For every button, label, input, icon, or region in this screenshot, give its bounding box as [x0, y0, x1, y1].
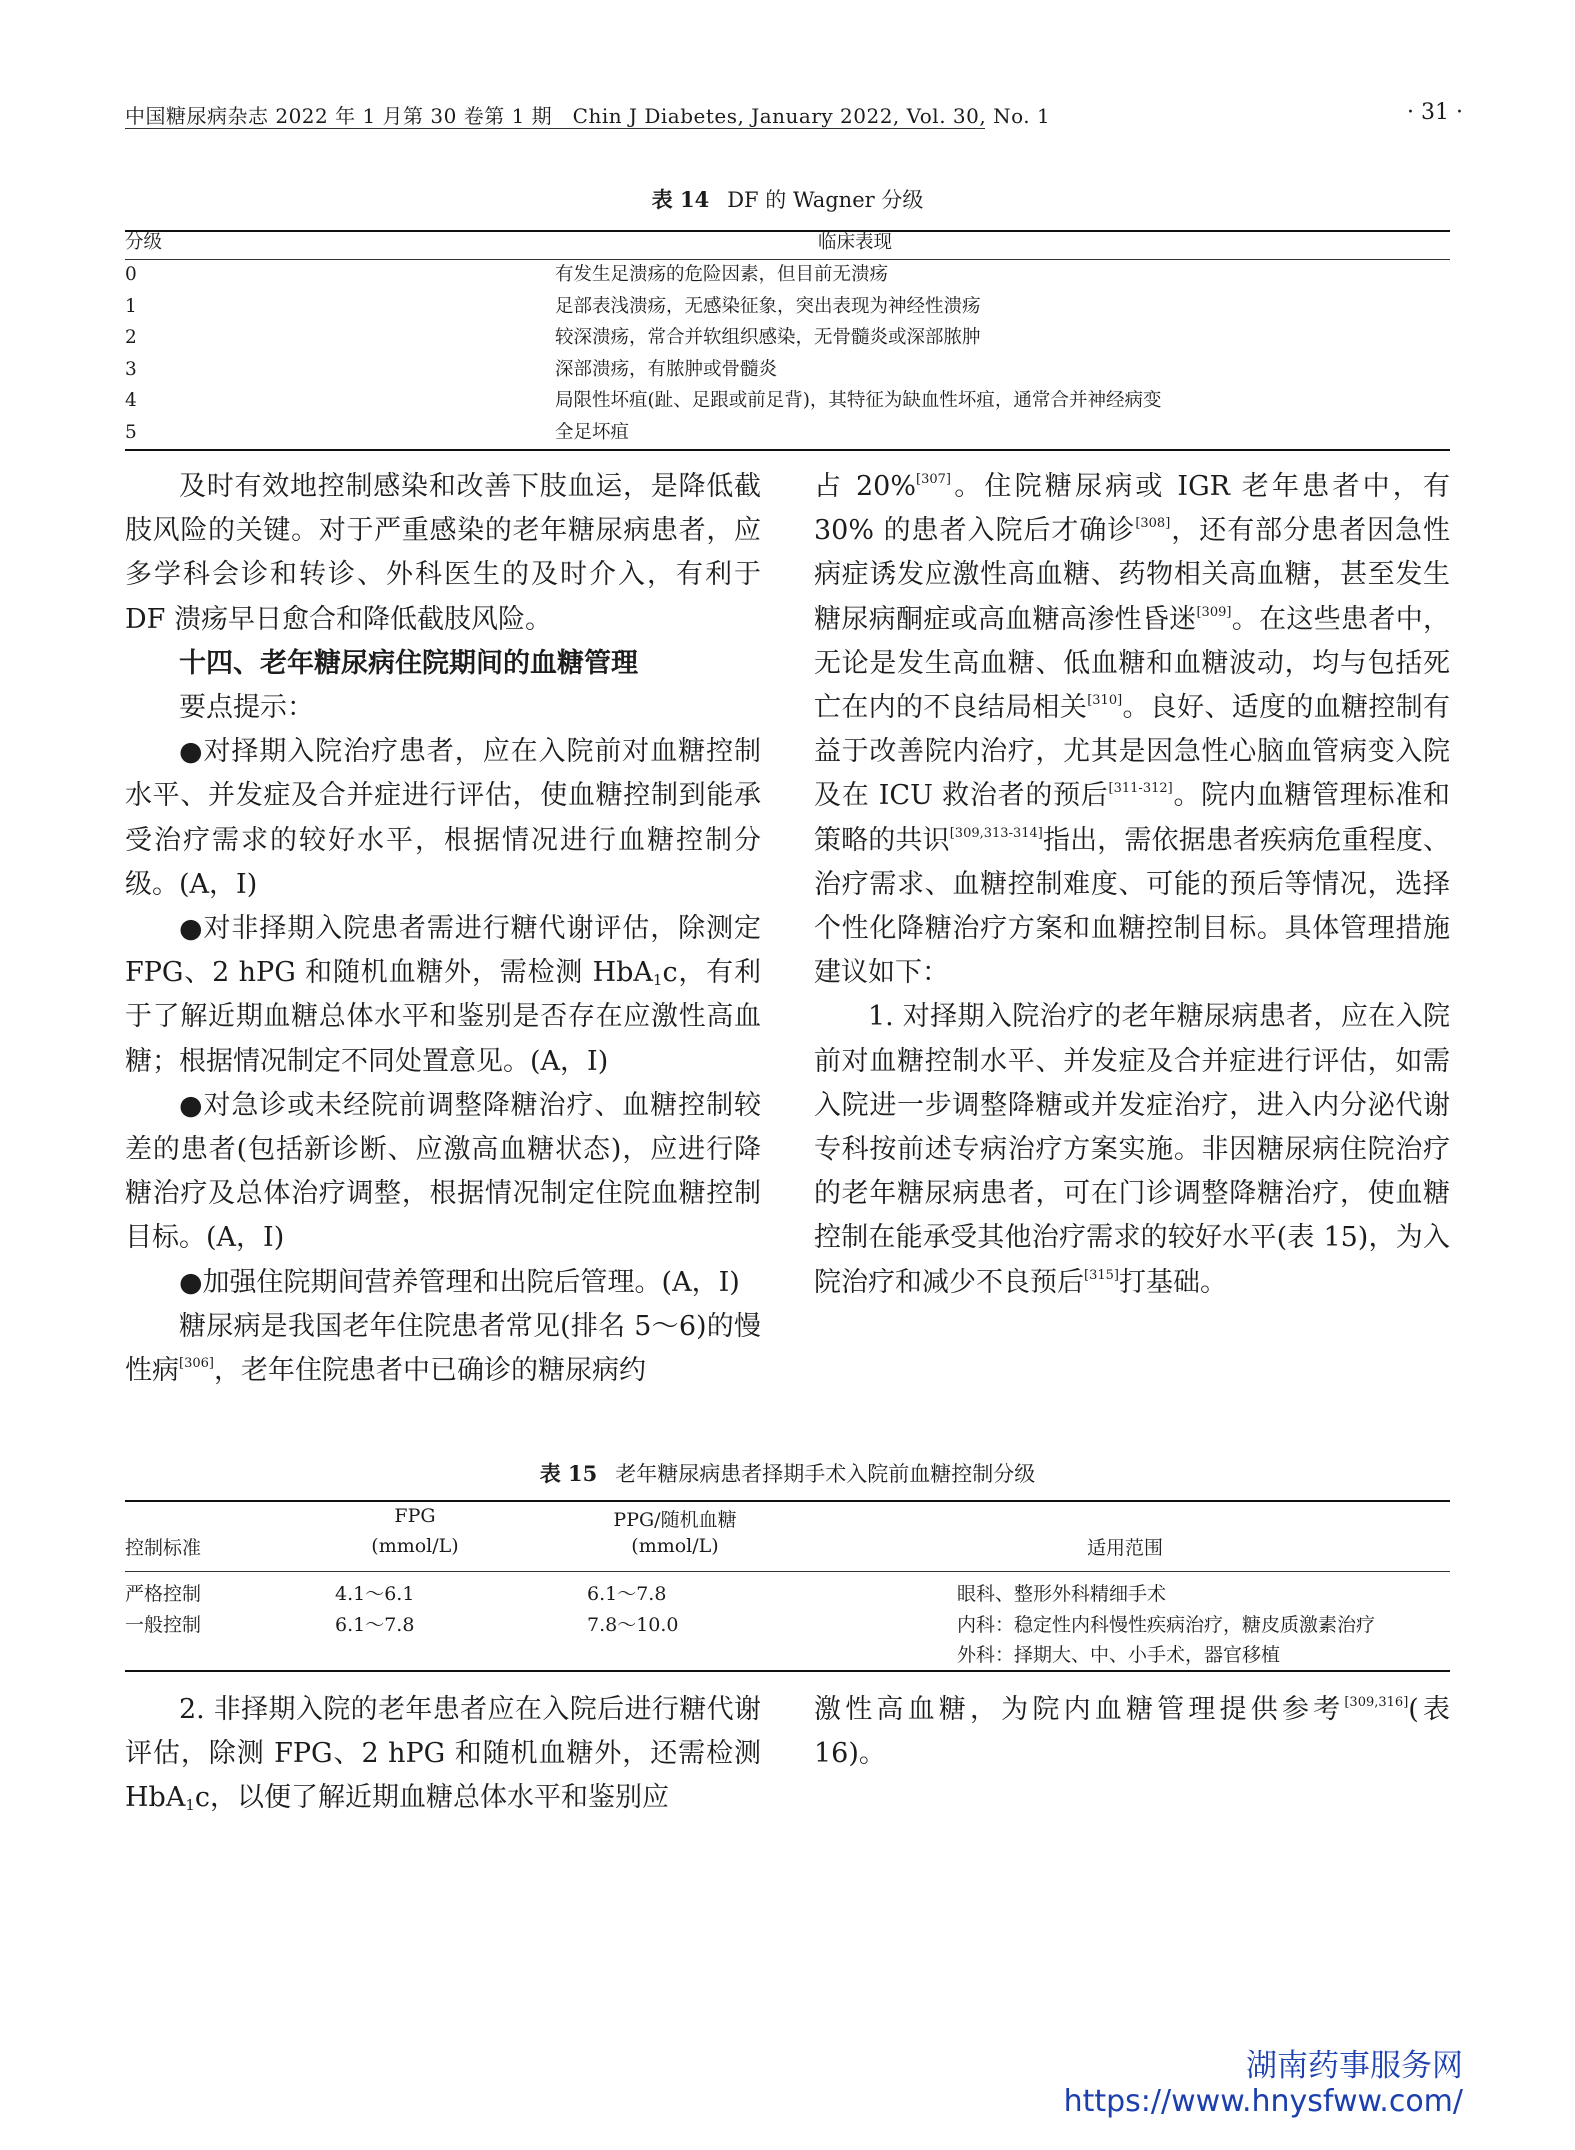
running-header: 中国糖尿病杂志 2022 年 1 月第 30 卷第 1 期 Chin J Diabetes, January 2022, Vol. 30, No. 1	[125, 104, 1051, 128]
row1-standard: 严格控制	[125, 1583, 202, 1605]
paragraph-infection-control: 及时有效地控制感染和改善下肢血运，是降低截肢风险的关键。对于严重感染的老年糖尿病患者，应多学科会诊和转诊、外科医生的及时介入，有利于 DF 溃疡早日愈合和降低截肢风险。	[125, 471, 761, 635]
table14-body	[125, 259, 1450, 448]
clinical-cell: 足部表浅溃疡，无感染征象，突出表现为神经性溃疡	[555, 295, 981, 317]
hba1c-subscript: 1	[652, 971, 663, 990]
row2-scope-internal: 内科：稳定性内科慢性疾病治疗，糖皮质激素治疗	[957, 1614, 1376, 1636]
text-run: 。院内血糖管理标准和策略的共识	[814, 780, 1451, 856]
citation-ref: [307]	[916, 472, 951, 487]
citation-ref: [309,316]	[1344, 1695, 1409, 1710]
citation-ref: [309]	[1196, 604, 1232, 620]
text-run: 。住院糖尿病或 IGR 老年患者中，有 30% 的患者入院后才确诊	[814, 471, 1450, 547]
table14-title: DF 的 Wagner 分级	[727, 188, 924, 212]
text-run: 打基础。	[1118, 1266, 1227, 1298]
grade-cell: 0	[125, 264, 137, 285]
table-row	[125, 385, 1450, 417]
table15-caption	[125, 1458, 1450, 1488]
right-column	[814, 465, 1450, 1305]
paragraph-elective-admission	[814, 995, 1450, 1304]
table14-header-clinical: 临床表现	[817, 232, 892, 253]
paragraph-prevalence	[125, 1305, 761, 1393]
grade-cell: 3	[125, 358, 137, 380]
clinical-cell: 全足坏疽	[555, 421, 630, 443]
text-run: 。在这些患者中，无论是发生高血糖、低血糖和血糖波动，均与包括死亡在内的不良结局相关	[814, 603, 1451, 724]
key-point-3: ●对急诊或未经院前调整降糖治疗、血糖控制较差的患者(包括新诊断、应激高血糖状态)，应进行降糖治疗及总体治疗调整，根据情况制定住院血糖控制目标。(A，Ⅰ)	[125, 1089, 761, 1254]
text-run: 激性高血糖，为院内血糖管理提供参考	[814, 1694, 1345, 1725]
row2-fpg: 6.1～7.8	[335, 1614, 415, 1636]
row1-ppg: 6.1～7.8	[587, 1583, 667, 1605]
paragraph-non-elective	[125, 1688, 761, 1821]
prevalence-text-a: 糖尿病是我国老年住院患者常见(排名 5～6)的慢性病	[125, 1310, 761, 1387]
header-fpg: FPG	[394, 1505, 436, 1527]
row2-standard: 一般控制	[125, 1614, 202, 1636]
watermark-site-name: 湖南药事服务网	[1246, 2048, 1463, 2084]
row2-ppg: 7.8～10.0	[587, 1614, 679, 1636]
grade-cell: 1	[125, 295, 137, 317]
citation-ref: [315]	[1084, 1267, 1119, 1283]
header-control-standard: 控制标准	[125, 1537, 202, 1559]
citation-ref: [306]	[179, 1356, 214, 1372]
citation-ref: [310]	[1087, 693, 1123, 709]
key-point-2	[125, 907, 761, 1084]
citation-ref: [311-312]	[1108, 781, 1173, 797]
hba1c-subscript: 1	[185, 1796, 195, 1815]
paragraph-continuation	[814, 465, 1450, 995]
key-points-label: 要点提示：	[179, 692, 314, 724]
paragraph-non-elective-continued	[814, 1688, 1450, 1776]
table-row	[125, 417, 1450, 449]
clinical-cell: 局限性坏疽(趾、足跟或前足背)，其特征为缺血性坏疽，通常合并神经病变	[555, 390, 1162, 411]
key-point-1: ●对择期入院治疗患者，应在入院前对血糖控制水平、并发症及合并症进行评估，使血糖控制到能承受治疗需求的较好水平，根据情况进行血糖控制分级。(A，Ⅰ)	[125, 736, 761, 900]
header-fpg-unit: (mmol/L)	[371, 1535, 459, 1557]
key-point-2-text-a: ●对非择期入院患者需进行糖代谢评估，除测定 FPG、2 hPG 和随机血糖外，需检测 HbA	[125, 913, 761, 989]
left-column	[125, 465, 761, 1393]
key-point-2-text-b: c，有利于了解近期血糖总体水平和鉴别是否存在应激性高血糖；根据情况制定不同处置意见。(A，Ⅰ)	[125, 957, 761, 1077]
text-run: 占 20%	[814, 471, 917, 502]
table15-top-rule	[125, 1500, 1450, 1502]
table14-caption	[125, 184, 1450, 214]
header-ppg: PPG/随机血糖	[613, 1509, 737, 1531]
page-number: · 31 ·	[1407, 100, 1463, 125]
text-run: c，以便了解近期血糖总体水平和鉴别应	[194, 1782, 669, 1814]
bottom-right-paragraph	[814, 1688, 1450, 1776]
text-run: 2. 非择期入院的老年患者应在入院后进行糖代谢评估，除测 FPG、2 hPG 和随机血糖外，还需检测 HbA	[125, 1694, 761, 1814]
table14-header-grade: 分级	[125, 232, 163, 253]
bottom-left-paragraph	[125, 1688, 761, 1821]
clinical-cell: 深部溃疡，有脓肿或骨髓炎	[555, 358, 778, 380]
row1-scope: 眼科、整形外科精细手术	[957, 1583, 1167, 1605]
key-point-4: ●加强住院期间营养管理和出院后管理。(A，Ⅰ)	[179, 1266, 740, 1298]
header-ppg-unit: (mmol/L)	[631, 1535, 719, 1557]
table-row	[125, 259, 1450, 291]
prevalence-text-b: ，老年住院患者中已确诊的糖尿病约	[213, 1355, 646, 1387]
grade-cell: 2	[125, 327, 137, 348]
table15-bottom-rule	[125, 1670, 1450, 1672]
table-row	[125, 291, 1450, 323]
text-run: 1. 对择期入院治疗的老年糖尿病患者，应在入院前对血糖控制水平、并发症及合并症进行评估，如需入院进一步调整降糖或并发症治疗，进入内分泌代谢专科按前述专病治疗方案实施。非因糖尿病住院治疗的老年糖尿病患者，可在门诊调整降糖治疗，使血糖控制在能承受其他治疗需求的较好水平(表 15)，为入院治疗和减少不良预后	[814, 1001, 1450, 1298]
grade-cell: 4	[125, 390, 137, 411]
table15-header-rule	[125, 1571, 1450, 1572]
grade-cell: 5	[125, 421, 137, 443]
section-heading: 十四、老年糖尿病住院期间的血糖管理	[179, 647, 638, 679]
table15-title: 老年糖尿病患者择期手术入院前血糖控制分级	[615, 1462, 1036, 1486]
text-run: 指出，需依据患者疾病危重程度、治疗需求、血糖控制难度、可能的预后等情况，选择个性化降糖治疗方案和血糖控制目标。具体管理措施建议如下：	[814, 824, 1451, 989]
header-rule	[125, 128, 985, 129]
table14-bottom-rule	[125, 449, 1450, 451]
citation-ref: [308]	[1135, 516, 1171, 532]
table-row	[125, 354, 1450, 386]
table15-body	[125, 1503, 1450, 1666]
text-run: 。良好、适度的血糖控制有益于改善院内治疗，尤其是因急性心脑血管病变入院及在 ICU 救治者的预后	[814, 692, 1451, 812]
row2-scope-surgery: 外科：择期大、中、小手术，器官移植	[957, 1644, 1281, 1666]
table15-label: 表 15	[539, 1461, 598, 1486]
watermark-url[interactable]: https://www.hnysfww.com/	[1063, 2084, 1463, 2119]
clinical-cell: 有发生足溃疡的危险因素，但目前无溃疡	[555, 264, 889, 285]
clinical-cell: 较深溃疡，常合并软组织感染，无骨髓炎或深部脓肿	[555, 327, 981, 348]
table14-label: 表 14	[651, 187, 710, 212]
text-run: ，还有部分患者因急性病症诱发应激性高血糖、药物相关高血糖，甚至发生糖尿病酮症或高血糖高渗性昏迷	[814, 515, 1450, 635]
table-row	[125, 322, 1450, 354]
text-run: (表 16)。	[814, 1694, 1450, 1770]
row1-fpg: 4.1～6.1	[335, 1583, 415, 1605]
citation-ref: [309,313-314]	[949, 825, 1043, 841]
header-scope: 适用范围	[1086, 1537, 1163, 1559]
